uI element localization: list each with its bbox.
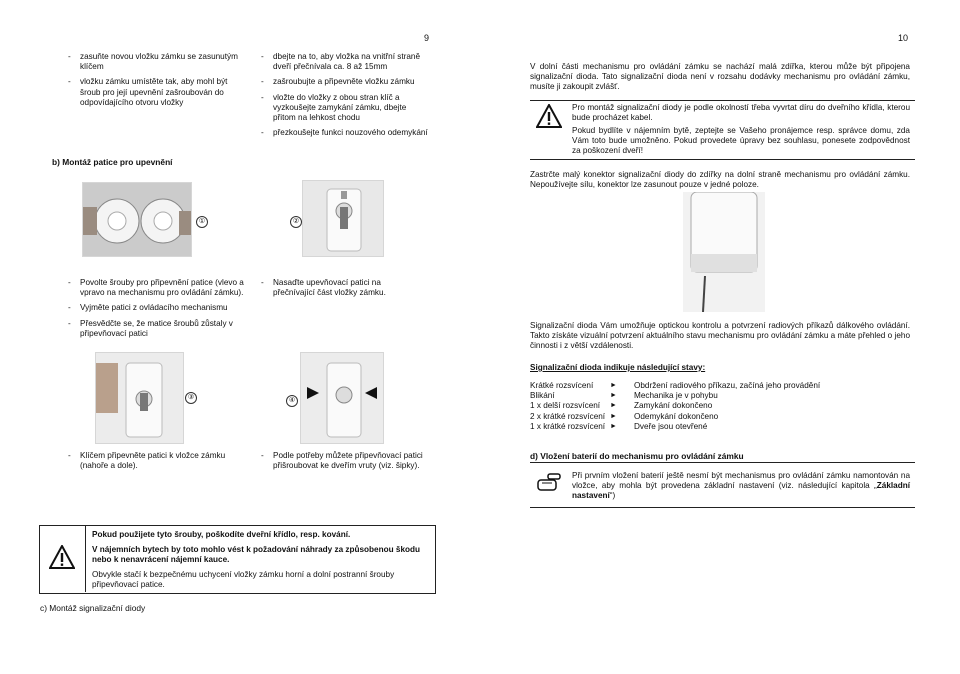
arrow-icon: ► (610, 412, 617, 420)
list-item: - Podle potřeby můžete připevňovací patici přišroubovat ke dveřím vruty (viz. šipky). (261, 451, 431, 471)
step-label: ② (290, 216, 302, 228)
battery-text: Při prvním vložení baterií ještě nesmí být mechanismus pro ovládání zámku namontován na vložce, aby mohla být provedena základní nastavení (viz. následující kapitola „ (572, 471, 910, 491)
connector-paragraph: Zastrčte malý konektor signalizační diody do zdířky na dolní straně mechanismu pro ovládání zámku. Nepoužívejte sílu, konektor lze zasunout pouze v jedné poloze. (530, 170, 910, 190)
col1-bottom-list (68, 451, 248, 476)
section-d-heading: d) Vložení baterií do mechanismu pro ovládání zámku (530, 451, 744, 461)
list-item: - Přesvědčte se, že matice šroubů zůstaly v připevňovací patici (68, 319, 248, 339)
warning-text-1: Pokud použijete tyto šrouby, poškodíte dveřní křídlo, resp. kování. (92, 530, 351, 539)
step-label: ③ (185, 392, 197, 404)
mounting-plate-illustration (303, 181, 383, 256)
intro-paragraph: V dolní části mechanismu pro ovládání zámku se nachází malá zdířka, kterou může být připojena signalizační dioda. Tato signalizační dioda není v rozsahu dodávky mechanismu pro ovládání zámku, musíte ji zakoupit zvlášť. (530, 62, 910, 92)
states-table (530, 381, 850, 432)
warning-text-2: V nájemních bytech by toto mohlo vést k požadování náhrady za způsobenou škodu nebo k nenavrácení nájemní kauce. (92, 545, 421, 565)
warning-right-text-2: Pokud bydlíte v nájemním bytě, zeptejte se Vašeho pronájemce resp. správce domu, zda Vám toto bude umožněno. Pokud provedete úpravy bez souhlasu, ponesete zodpovědnost za poškození dveří! (572, 126, 910, 156)
state-meaning: Obdržení radiového příkazu, začíná jeho provádění (634, 381, 821, 390)
section-c-heading: c) Montáž signalizační diody (40, 603, 146, 613)
diode-connector-illustration (683, 192, 765, 312)
state-signal: 1 x delší rozsvícení (530, 401, 601, 411)
photo-tighten-plate (95, 352, 184, 444)
list-item: - Nasaďte upevňovací patici na přečnívající část vložky zámku. (261, 278, 411, 298)
list-item: - Povolte šrouby pro připevnění patice (vlevo a vpravo na mechanismu pro ovládání zámku). (68, 278, 248, 298)
battery-text-end: “) (609, 491, 616, 501)
arrow-icon: ► (610, 382, 617, 389)
list-item: - Klíčem připevněte patici k vložce zámku (nahoře a dole). (68, 451, 248, 471)
photo-screw-arrows (300, 352, 384, 444)
step-label: ① (196, 216, 208, 228)
table-row (530, 381, 850, 391)
warning-triangle-icon (536, 104, 562, 128)
col2-top-list (261, 52, 431, 143)
state-meaning: Zamykání dokončeno (634, 401, 713, 411)
list-item: - dbejte na to, aby vložka na vnitřní straně dveří přečnívala ca. 8 až 15mm (261, 52, 431, 72)
warning-icon-cell (39, 525, 86, 592)
battery-paragraph (572, 471, 910, 502)
warning-triangle-icon (49, 545, 75, 569)
tighten-plate-illustration (96, 353, 183, 443)
list-item: - zasuňte novou vložku zámku se zasunutým klíčem (68, 52, 248, 72)
state-signal: Krátké rozsvícení (530, 381, 594, 390)
table-row (530, 412, 850, 422)
list-item: - vložte do vložky z obou stran klíč a vyzkoušejte zamykání zámku, dbejte přitom na lehkost chodu (261, 93, 431, 124)
diode-description: Signalizační dioda Vám umožňuje optickou kontrolu a potvrzení radiových příkazů dálkového ovládání. Takto získáte vizuální potvrzení aktuálního stavu mechanismu pro ovládání zámku a máte přehled o jeho činnosti i z větší vzdálenosti. (530, 321, 910, 351)
table-row (530, 391, 850, 401)
page-number-right: 10 (898, 33, 909, 43)
hand-pointer-icon (536, 470, 562, 494)
state-meaning: Mechanika je v pohybu (634, 391, 718, 401)
list-item: - vložku zámku umístěte tak, aby mohl být šroub pro její upevnění zašroubován do odpovídajícího otvoru vložky (68, 77, 248, 108)
warning-text-3: Obvykle stačí k bezpečnému uchycení vložky zámku horní a dolní postranní šrouby připevňovací patice. (92, 570, 395, 590)
states-title: Signalizační dioda indikuje následující stavy: (530, 363, 706, 372)
table-row (530, 422, 850, 432)
col2-mid-list (261, 278, 411, 303)
arrow-icon: ► (610, 402, 617, 410)
state-meaning: Odemykání dokončeno (634, 411, 719, 421)
list-item: - Vyjměte patici z ovládacího mechanismu (68, 303, 248, 313)
state-signal: 1 x krátké rozsvícení (530, 421, 606, 431)
screw-arrows-illustration (301, 353, 383, 443)
photo-lock-cylinders (82, 182, 192, 257)
list-item: - zašroubujte a připevněte vložku zámku (261, 77, 431, 87)
col2-bottom-list (261, 451, 431, 476)
section-b-heading: b) Montáž patice pro upevnění (52, 157, 173, 167)
col1-mid-list (68, 278, 248, 344)
warning-right-text-1: Pro montáž signalizační diody je podle okolností třeba vyvrtat díru do dveřního křídla, kterou bude procházet kabel. (572, 103, 910, 123)
photo-diode-connector (683, 192, 765, 312)
photo-mounting-plate (302, 180, 384, 257)
lock-cylinders-illustration (83, 183, 191, 256)
page-number-left: 9 (424, 33, 430, 43)
state-signal: Blikání (530, 391, 555, 401)
state-meaning: Dveře jsou otevřené (634, 421, 708, 431)
state-signal: 2 x krátké rozsvícení (530, 411, 606, 421)
table-row (530, 401, 850, 411)
battery-chapter-link: Základní nastavení (572, 481, 910, 501)
arrow-icon: ► (610, 422, 617, 430)
col1-top-list (68, 52, 248, 113)
list-item: - přezkoušejte funkci nouzového odemykání (261, 128, 431, 138)
step-label: ④ (286, 395, 298, 407)
arrow-icon: ► (610, 392, 617, 400)
